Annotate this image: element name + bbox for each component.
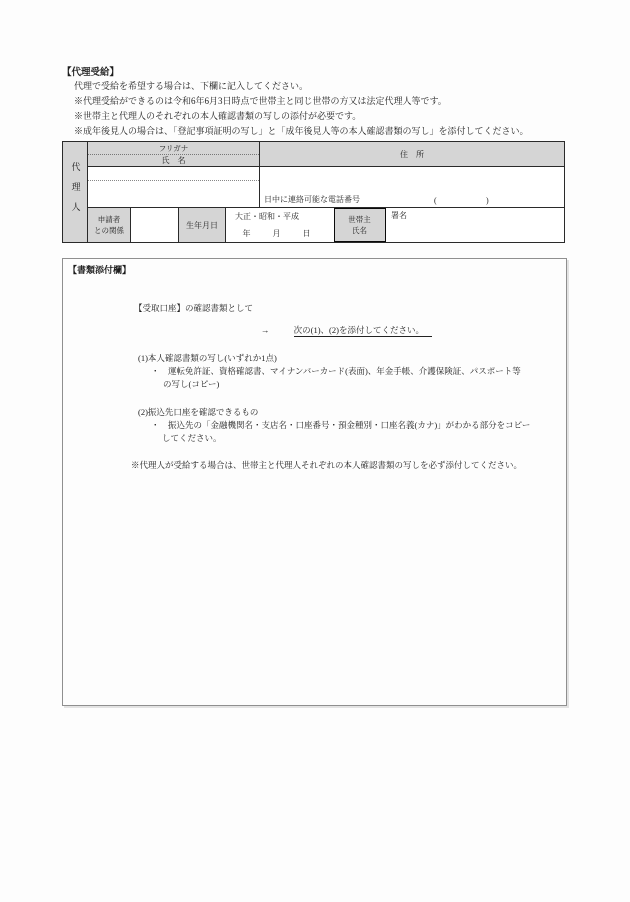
intro-note-id-copies: ※世帯主と代理人のそれぞれの本人確認書類の写しの添付が必要です。 [74,111,362,121]
table-row [88,208,564,242]
name-input-cell [88,167,260,207]
furigana-label: フリガナ [88,142,259,155]
attach-instruction-text: 次の(1)、(2)を添付してください。 [294,325,432,337]
proxy-note: ※代理人が受給する場合は、世帯主と代理人それぞれの本人確認書類の写しを必ず添付してください。 [131,460,523,470]
item2-bullet: ・ 振込先の「金融機関名・支店名・口座番号・預金種別・口座名義(カナ)」がわかる部分をコピー [151,420,531,430]
household-head-signature-group [334,208,564,242]
relation-label-line2: との関係 [94,226,124,235]
table-row [88,167,564,208]
era-date-placeholders: 年 月 日 [242,229,318,238]
attach-instruction-line [261,324,432,336]
agent-rowheader-cell [63,142,88,242]
name-header-cell [88,142,260,166]
relation-label-line1: 申請者 [97,214,121,224]
birthdate-label-cell [179,208,226,242]
item1-continuation: の写し(コピー) [163,379,220,389]
item2-heading: (2)振込先口座を確認できるもの [138,407,259,417]
signature-cell [386,208,564,242]
phone-paren-open: ( [434,196,437,205]
item1-heading: (1)本人確認書類の写し(いずれか1点) [138,353,277,363]
agent-info-table [62,141,565,243]
arrow-glyph: → [261,325,270,335]
address-label: 住 所 [400,149,424,159]
intro-note-guardian: ※成年後見人の場合は、「登記事項証明の写し」と「成年後見人等の本人確認書類の写し」を添付してください。 [74,126,529,136]
household-head-label-line2: 氏名 [352,226,367,235]
account-confirm-line: 【受取口座】の確認書類として [134,303,254,313]
table-row [88,142,564,167]
relation-value-cell [131,208,179,242]
era-cell [226,208,334,242]
era-options: 大正・昭和・平成 [235,212,299,221]
intro-note-eligibility: ※代理受給ができるのは令和6年6月3日時点で世帯主と同じ世帯の方又は法定代理人等です。 [74,96,447,106]
attachment-box-title: 【書類添付欄】 [68,265,132,275]
signature-label: 署名 [391,211,407,220]
relation-label-cell [88,208,131,242]
phone-paren-close: ) [486,196,489,205]
intro-line: 代理で受給を希望する場合は、下欄に記入してください。 [74,81,309,91]
birthdate-label: 生年月日 [186,220,218,230]
agent-rowheader-label: 代理人 [70,162,81,222]
furigana-input-area [88,167,259,181]
item2-continuation: してください。 [162,433,222,443]
section-title-proxy-receipt: 【代理受給】 [62,68,120,78]
address-header-cell [260,142,564,166]
address-input-cell [260,167,564,207]
name-label: 氏 名 [161,156,186,165]
attachment-box [62,258,567,706]
household-head-label-cell [334,208,386,242]
agent-table-main [88,142,564,242]
item1-bullet: ・ 運転免許証、資格確認書、マイナンバーカード(表面)、年金手帳、介護保険証、パスポート等 [151,366,521,376]
household-head-label-line1: 世帯主 [348,214,371,224]
phone-label: 日中に連絡可能な電話番号 [264,195,360,204]
